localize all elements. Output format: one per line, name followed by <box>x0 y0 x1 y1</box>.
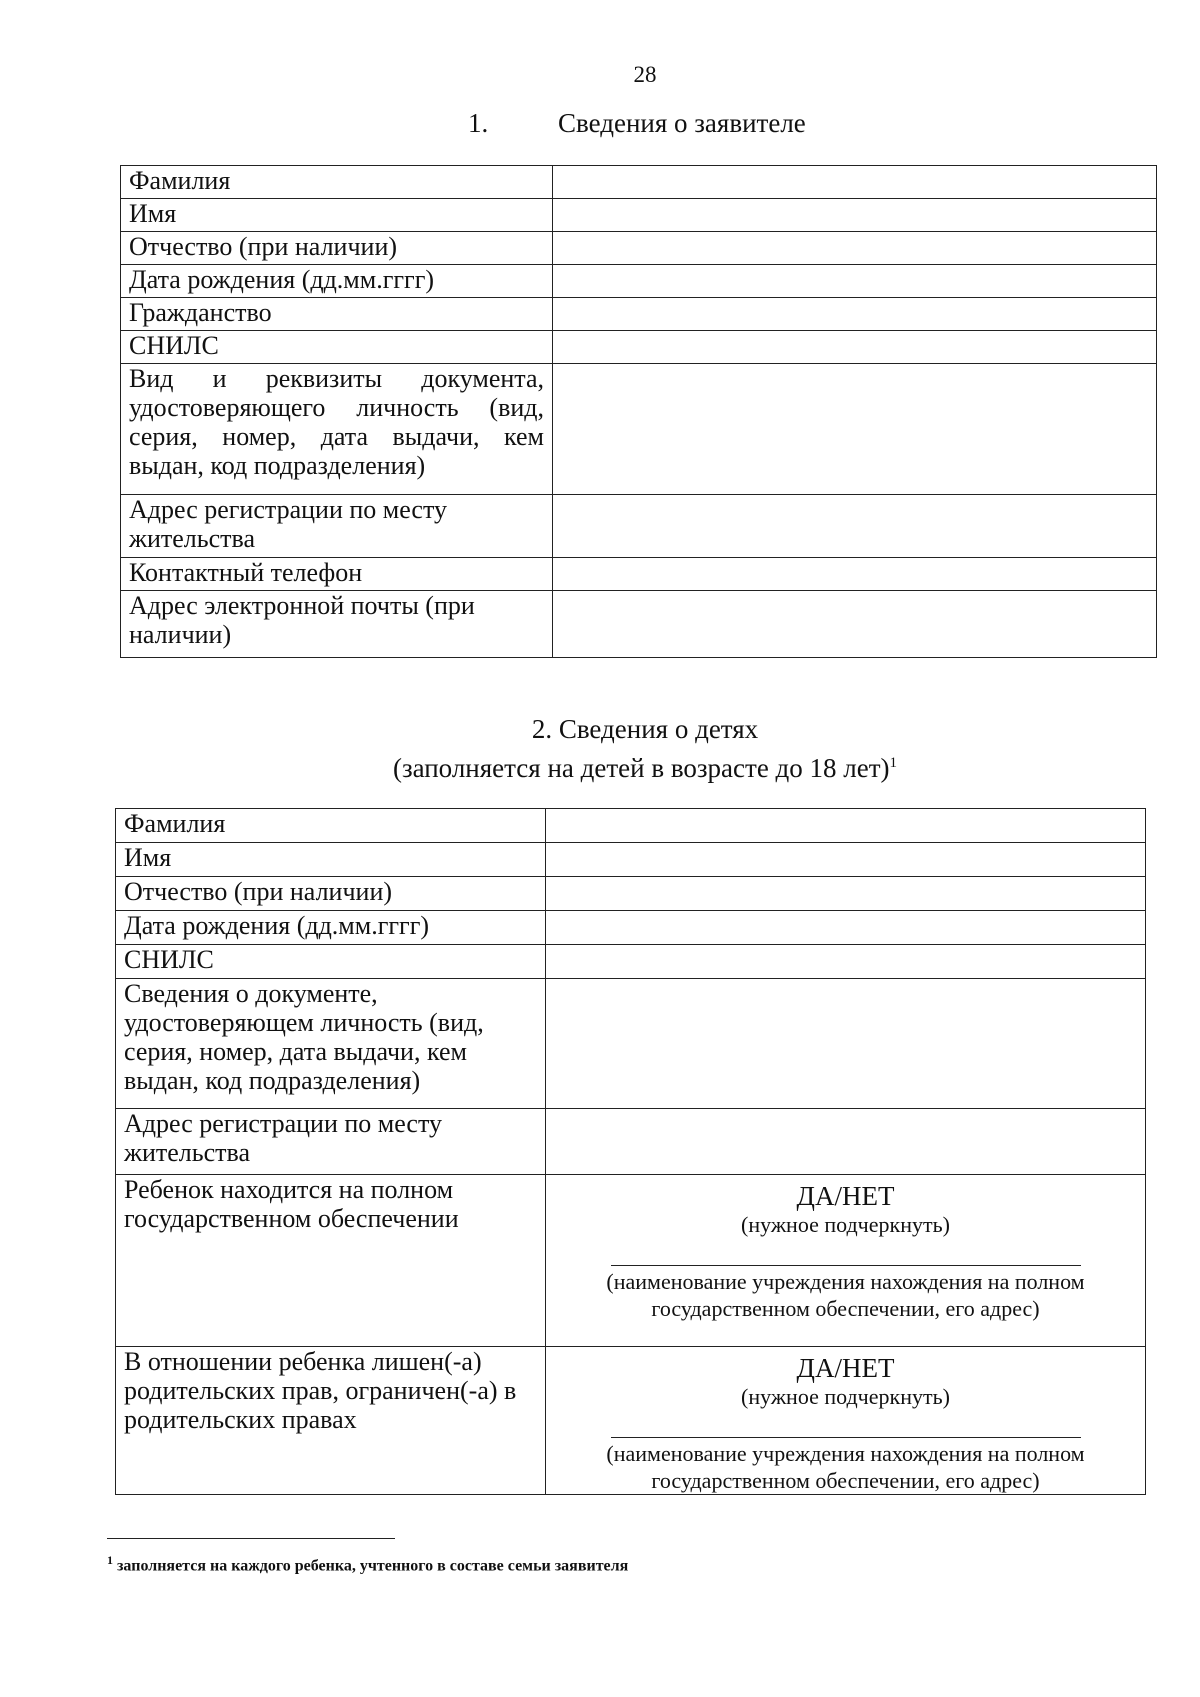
applicant-email-field[interactable] <box>553 591 1157 658</box>
table-row <box>116 1175 1146 1347</box>
applicant-phone-field[interactable] <box>553 558 1157 591</box>
section1-title: Сведения о заявителе <box>558 108 806 138</box>
child-patronymic-label: Отчество (при наличии) <box>116 877 546 911</box>
applicant-birthdate-field[interactable] <box>553 265 1157 298</box>
table-row <box>121 298 1157 331</box>
section2-subtitle: (заполняется на детей в возрасте до 18 лет) <box>392 753 890 783</box>
applicant-snils-label: СНИЛС <box>121 331 553 364</box>
child-name-label: Имя <box>116 843 546 877</box>
parental-rights-institution-caption: (наименование учреждения нахождения на полном государственном обеспечении, его адрес) <box>606 1441 1085 1493</box>
applicant-id-document-label: Вид и реквизиты документа, удостоверяющего личность (вид, серия, номер, дата выдачи, кем выдан, код подразделения) <box>121 364 553 495</box>
applicant-patronymic-field[interactable] <box>553 232 1157 265</box>
parental-rights-institution-line[interactable] <box>611 1437 1081 1438</box>
child-id-document-label: Сведения о документе, удостоверяющем личность (вид, серия, номер, дата выдачи, кем выдан, код подразделения) <box>116 979 546 1109</box>
child-id-document-field[interactable] <box>546 979 1146 1109</box>
page-number: 28 <box>633 62 657 87</box>
table-row <box>116 809 1146 843</box>
applicant-email-label: Адрес электронной почты (при наличии) <box>121 591 553 658</box>
child-snils-field[interactable] <box>546 945 1146 979</box>
parental-rights-yes-no[interactable]: ДА/НЕТ <box>796 1353 895 1383</box>
child-snils-label: СНИЛС <box>116 945 546 979</box>
table-row <box>121 495 1157 558</box>
table-row <box>116 1109 1146 1175</box>
applicant-name-field[interactable] <box>553 199 1157 232</box>
applicant-name-label: Имя <box>121 199 553 232</box>
section2-heading <box>0 712 1200 785</box>
table-row <box>116 979 1146 1109</box>
section2-subtitle-line <box>0 746 1200 785</box>
table-row <box>116 843 1146 877</box>
child-state-support-field[interactable] <box>546 1175 1146 1347</box>
state-support-yes-no[interactable]: ДА/НЕТ <box>796 1181 895 1211</box>
table-row <box>121 166 1157 199</box>
applicant-snils-field[interactable] <box>553 331 1157 364</box>
parental-rights-hint: (нужное подчеркнуть) <box>741 1384 950 1409</box>
table-row <box>121 199 1157 232</box>
child-surname-field[interactable] <box>546 809 1146 843</box>
child-parental-rights-field[interactable] <box>546 1347 1146 1495</box>
table-row <box>121 232 1157 265</box>
applicant-birthdate-label: Дата рождения (дд.мм.гггг) <box>121 265 553 298</box>
footnote-text: заполняется на каждого ребенка, учтенного в составе семьи заявителя <box>117 1557 629 1575</box>
state-support-hint: (нужное подчеркнуть) <box>741 1212 950 1237</box>
footnote-mark: 1 <box>107 1553 113 1567</box>
children-info-table <box>115 808 1146 1495</box>
applicant-address-field[interactable] <box>553 495 1157 558</box>
child-surname-label: Фамилия <box>116 809 546 843</box>
footnote-divider <box>107 1538 395 1539</box>
table-row <box>116 945 1146 979</box>
table-row <box>121 364 1157 495</box>
applicant-citizenship-field[interactable] <box>553 298 1157 331</box>
section2-title: 2. Сведения о детях <box>531 714 759 744</box>
applicant-id-document-field[interactable] <box>553 364 1157 495</box>
applicant-phone-label: Контактный телефон <box>121 558 553 591</box>
table-row <box>116 911 1146 945</box>
child-birthdate-label: Дата рождения (дд.мм.гггг) <box>116 911 546 945</box>
applicant-address-label: Адрес регистрации по месту жительства <box>121 495 553 558</box>
table-row <box>116 1347 1146 1495</box>
footnote <box>107 1553 628 1575</box>
applicant-citizenship-label: Гражданство <box>121 298 553 331</box>
child-name-field[interactable] <box>546 843 1146 877</box>
table-row <box>121 265 1157 298</box>
child-state-support-label: Ребенок находится на полном государственном обеспечении <box>116 1175 546 1347</box>
applicant-surname-label: Фамилия <box>121 166 553 199</box>
table-row <box>121 558 1157 591</box>
table-row <box>121 331 1157 364</box>
child-birthdate-field[interactable] <box>546 911 1146 945</box>
applicant-patronymic-label: Отчество (при наличии) <box>121 232 553 265</box>
child-patronymic-field[interactable] <box>546 877 1146 911</box>
table-row <box>116 877 1146 911</box>
applicant-info-table <box>120 165 1157 658</box>
applicant-surname-field[interactable] <box>553 166 1157 199</box>
child-parental-rights-label: В отношении ребенка лишен(-а) родительских прав, ограничен(-а) в родительских правах <box>116 1347 546 1495</box>
child-address-field[interactable] <box>546 1109 1146 1175</box>
table-row <box>121 591 1157 658</box>
child-address-label: Адрес регистрации по месту жительства <box>116 1109 546 1175</box>
state-support-institution-caption: (наименование учреждения нахождения на полном государственном обеспечении, его адрес) <box>606 1269 1085 1321</box>
footnote-reference: 1 <box>889 755 898 771</box>
section1-number: 1. <box>468 108 489 138</box>
state-support-institution-line[interactable] <box>611 1265 1081 1266</box>
